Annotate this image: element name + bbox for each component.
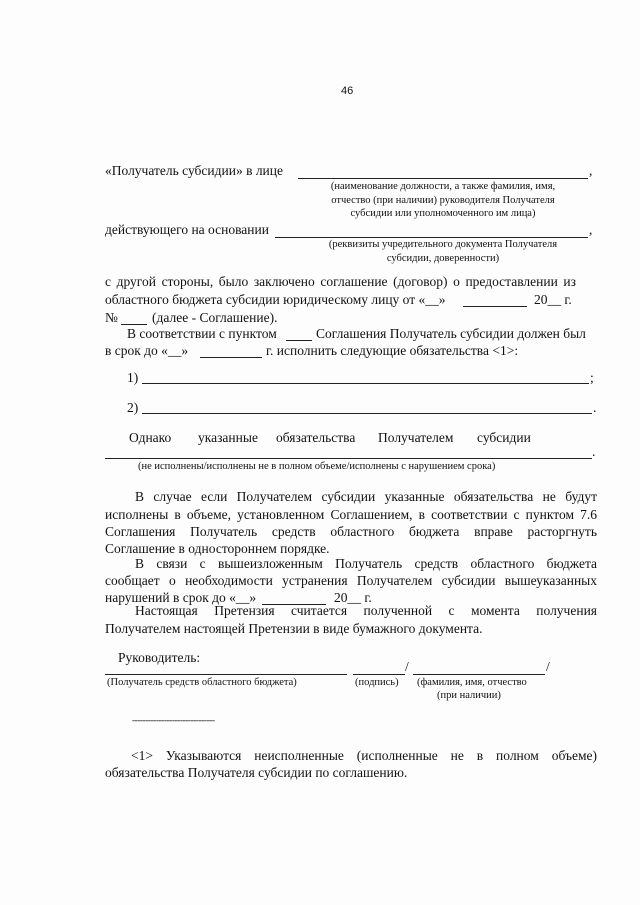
status-blank-line: [105, 458, 592, 459]
para1-line-4: Соглашение в одностороннем порядке.: [105, 541, 330, 556]
recipient-caption-1: (наименование должности, а также фамилия, имя,: [330, 181, 556, 192]
signature-caption-sign: (подпись): [355, 677, 399, 688]
para1-line-2: исполнены в объеме, установленном Соглашением, в соответствии с пунктом 7.6: [105, 507, 597, 522]
status-word-4: Получателем: [378, 430, 454, 445]
status-word-1: Однако: [129, 430, 172, 445]
para2-line-3-a: нарушений в срок до «__»: [105, 590, 257, 605]
para2-line-2: сообщает о необходимости устранения Получателем субсидии вышеуказанных: [105, 573, 597, 588]
agreement-year: 20__ г.: [534, 292, 572, 307]
para1-line-1: В случае если Получателем субсидии указанные обязательства не будут: [135, 489, 597, 504]
status-caption: (не исполнены/исполнены не в полном объеме/исполнены с нарушением срока): [138, 461, 496, 472]
recipient-lead: «Получатель субсидии» в лице: [105, 163, 283, 178]
signature-caption-org: (Получатель средств областного бюджета): [107, 677, 297, 688]
basis-caption-2: субсидии, доверенности): [386, 253, 500, 264]
signature-org-line: [105, 674, 347, 675]
obligations-line-2-a: в срок до «__»: [105, 343, 189, 358]
obligations-line-1-b: Соглашения Получатель субсидии должен был: [316, 326, 586, 341]
status-word-2: указанные: [198, 430, 258, 445]
obligation-item-1-line: [142, 383, 589, 384]
recipient-blank-line: [298, 178, 588, 179]
agreement-number-blank: [121, 324, 147, 325]
signature-caption-name-1: (фамилия, имя, отчество: [417, 677, 527, 688]
para3-line-1: Настоящая Претензия считается полученной с момента получения: [135, 603, 597, 618]
obligation-item-1-number: 1): [127, 370, 139, 385]
para2-line-3-b: 20__ г.: [334, 590, 372, 605]
recipient-comma: ,: [589, 163, 593, 178]
recipient-caption-3: субсидии или уполномоченного им лица): [350, 208, 536, 219]
basis-lead: действующего на основании: [105, 222, 269, 237]
obligations-clause-blank: [286, 340, 312, 341]
signature-name-line: [413, 674, 545, 675]
para1-line-3: Соглашения Получатель средств областного бюджета вправе расторгнуть: [105, 524, 597, 539]
recipient-caption-2: отчество (при наличии) руководителя Получателя: [331, 195, 555, 206]
basis-comma: ,: [589, 222, 593, 237]
signature-slash-1: /: [405, 659, 409, 674]
status-word-3: обязательства: [276, 430, 356, 445]
signature-label: Руководитель:: [118, 650, 201, 665]
footnote-line-2: обязательства Получателя субсидии по соглашению.: [105, 765, 408, 780]
agreement-date-blank: [463, 306, 527, 307]
signature-caption-name-2: (при наличии): [437, 690, 501, 701]
agreement-number-sign: №: [105, 310, 118, 325]
agreement-hereinafter: (далее - Соглашение).: [152, 310, 278, 325]
obligations-line-2-b: г. исполнить следующие обязательства <1>:: [266, 343, 519, 358]
status-end: .: [592, 444, 596, 459]
obligation-item-2-end: .: [593, 400, 597, 415]
obligation-item-1-end: ;: [590, 370, 594, 385]
status-word-5: субсидии: [477, 430, 531, 445]
obligations-line-1-a: В соответствии с пунктом: [127, 326, 277, 341]
obligations-date-blank: [200, 357, 262, 358]
obligation-item-2-number: 2): [127, 400, 139, 415]
obligation-item-2-line: [142, 413, 592, 414]
signature-slash-2: /: [546, 659, 550, 674]
footnote-line-1: <1> Указываются неисполненные (исполненные не в полном объеме): [131, 748, 597, 763]
para3-line-2: Получателем настоящей Претензии в виде бумажного документа.: [105, 621, 483, 636]
para2-line-1: В связи с вышеизложенным Получатель средств областного бюджета: [135, 556, 597, 571]
agreement-line-2-text: областного бюджета субсидии юридическому лицу от «__»: [105, 292, 446, 307]
basis-blank-line: [275, 237, 588, 238]
basis-caption-1: (реквизиты учредительного документа Получателя: [328, 239, 558, 250]
signature-sign-line: [353, 674, 405, 675]
page-number: 46: [341, 85, 354, 97]
agreement-line-1: с другой стороны, было заключено соглашение (договор) о предоставлении из: [105, 274, 576, 289]
footnote-separator: -------------------------------: [132, 716, 215, 726]
